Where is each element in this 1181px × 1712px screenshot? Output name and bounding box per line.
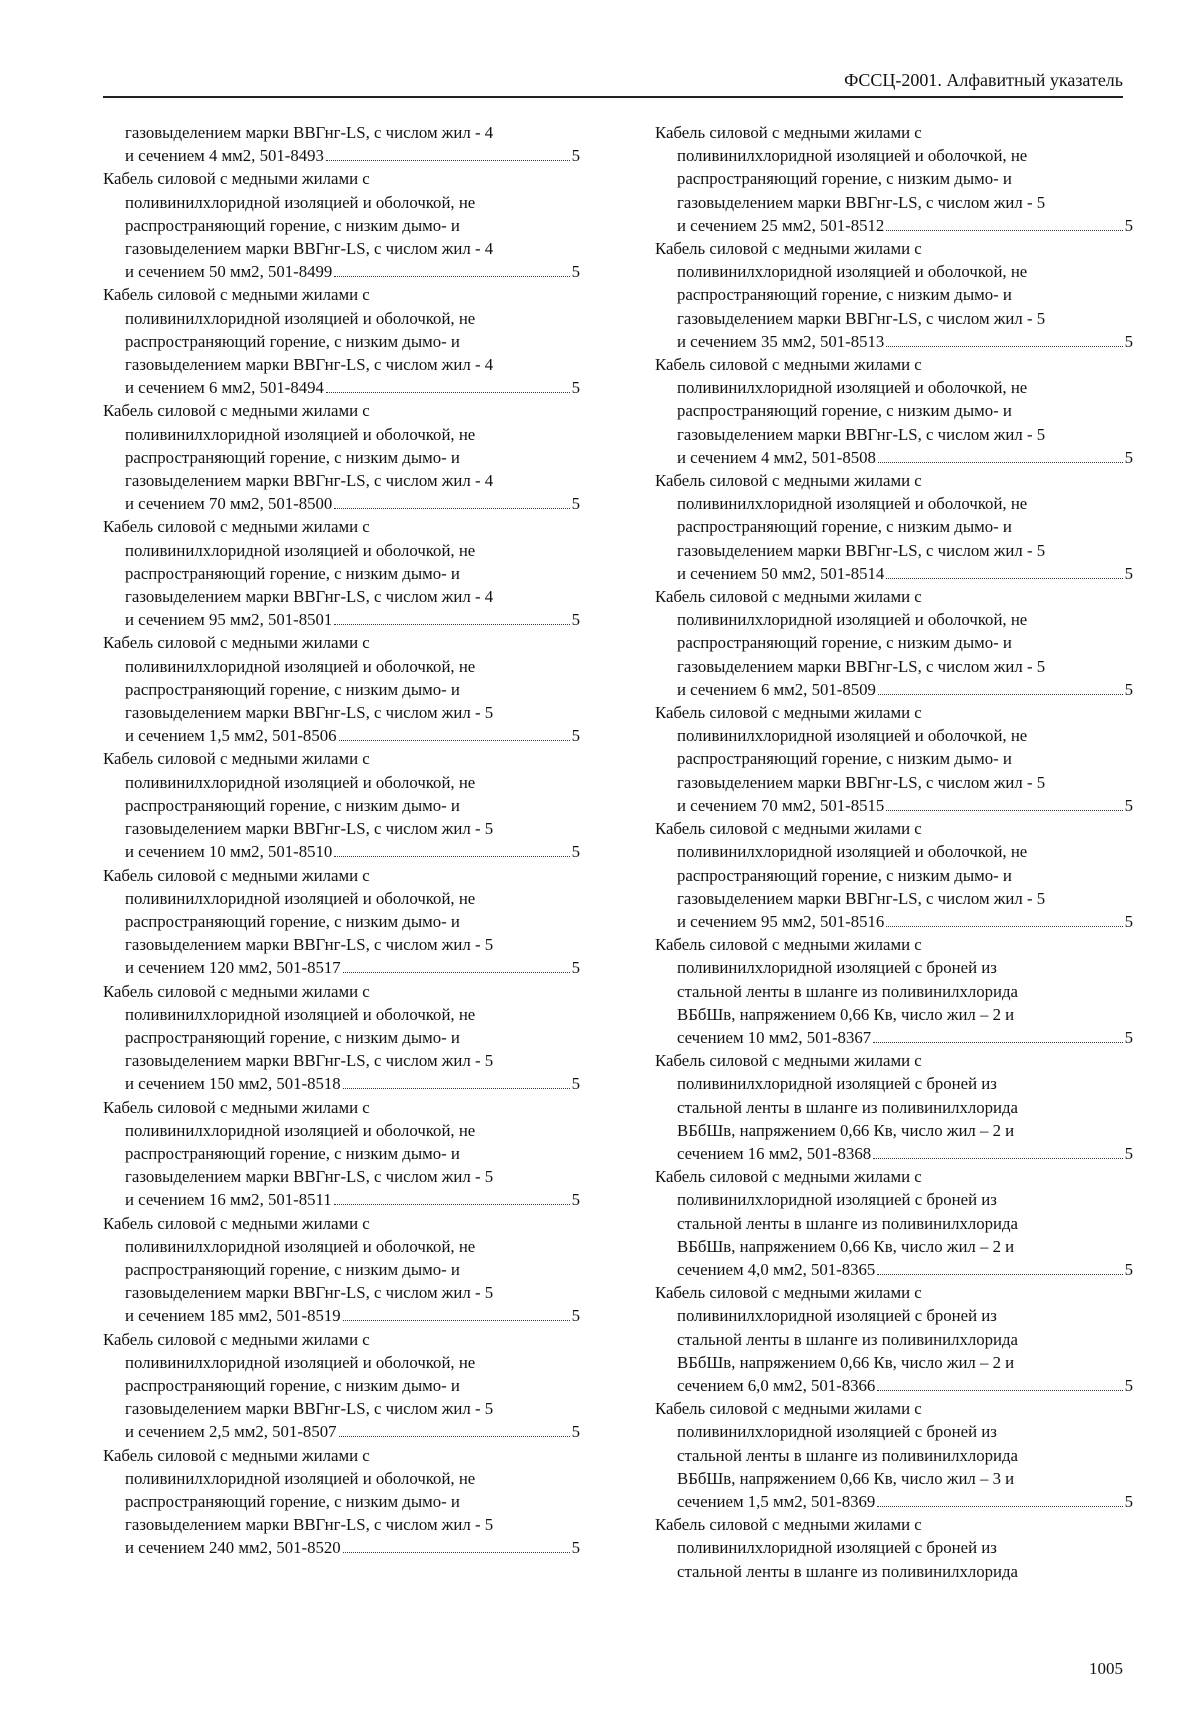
entry-reference-line xyxy=(655,1258,1133,1281)
index-entry xyxy=(103,283,580,399)
entry-reference-line xyxy=(103,492,580,515)
entry-line: Кабель силовой с медными жилами с xyxy=(103,865,370,885)
entry-page-number: 5 xyxy=(1124,331,1133,351)
running-header xyxy=(103,68,1123,98)
entry-line: газовыделением марки ВВГнг-LS, с числом жил - 5 xyxy=(677,888,1046,908)
entry-line: распространяющий горение, с низким дымо- и xyxy=(125,215,460,235)
dot-leader xyxy=(886,216,1122,230)
dot-leader xyxy=(339,727,570,741)
entry-line: стальной ленты в шланге из поливинилхлорида xyxy=(677,1097,1018,1117)
page-number: 1005 xyxy=(1089,1659,1123,1678)
entry-page-number: 5 xyxy=(1124,1143,1133,1163)
entry-line: ВБбШв, напряжением 0,66 Кв, число жил – 3 и xyxy=(677,1468,1015,1488)
entry-reference: и сечением 1,5 мм2, 501-8506 xyxy=(125,726,337,746)
entry-line: распространяющий горение, с низким дымо- и xyxy=(677,633,1012,653)
entry-line: стальной ленты в шланге из поливинилхлорида xyxy=(677,1445,1018,1465)
entry-reference-line xyxy=(655,1026,1133,1049)
entry-reference: и сечением 50 мм2, 501-8514 xyxy=(677,563,885,583)
index-entry xyxy=(103,515,580,631)
entry-line: Кабель силовой с медными жилами с xyxy=(655,355,922,375)
entry-page-number: 5 xyxy=(571,494,580,514)
entry-line: поливинилхлоридной изоляцией и оболочкой, не xyxy=(125,540,476,560)
entry-page-number: 5 xyxy=(1124,563,1133,583)
index-entry xyxy=(103,747,580,863)
entry-line: распространяющий горение, с низким дымо- и xyxy=(677,865,1012,885)
entry-line: распространяющий горение, с низким дымо- и xyxy=(125,331,460,351)
entry-reference-line xyxy=(103,840,580,863)
entry-line: поливинилхлоридной изоляцией с броней из xyxy=(677,1190,997,1210)
entry-line: Кабель силовой с медными жилами с xyxy=(655,819,922,839)
dot-leader xyxy=(334,1191,570,1205)
index-entry xyxy=(655,701,1133,817)
entry-reference: и сечением 4 мм2, 501-8508 xyxy=(677,447,876,467)
entry-line: газовыделением марки ВВГнг-LS, с числом жил - 4 xyxy=(125,471,494,491)
entry-line: поливинилхлоридной изоляцией и оболочкой, не xyxy=(125,308,476,328)
entry-page-number: 5 xyxy=(1124,911,1133,931)
entry-line: поливинилхлоридной изоляцией и оболочкой, не xyxy=(677,494,1028,514)
entry-line: газовыделением марки ВВГнг-LS, с числом жил - 5 xyxy=(677,656,1046,676)
entry-reference-line xyxy=(103,608,580,631)
dot-leader xyxy=(334,263,569,277)
entry-line: поливинилхлоридной изоляцией и оболочкой, не xyxy=(677,610,1028,630)
entry-line: Кабель силовой с медными жилами с xyxy=(103,517,370,537)
entry-reference: сечением 4,0 мм2, 501-8365 xyxy=(677,1259,876,1279)
entry-line: поливинилхлоридной изоляцией и оболочкой, не xyxy=(125,424,476,444)
dot-leader xyxy=(326,147,570,161)
dot-leader xyxy=(873,1028,1122,1042)
entry-line: Кабель силовой с медными жилами с xyxy=(655,935,922,955)
index-entry xyxy=(103,980,580,1096)
entry-line: ВБбШв, напряжением 0,66 Кв, число жил – 2 и xyxy=(677,1236,1015,1256)
entry-reference: и сечением 10 мм2, 501-8510 xyxy=(125,842,333,862)
entry-line: Кабель силовой с медными жилами с xyxy=(103,1445,370,1465)
index-entry xyxy=(655,237,1133,353)
entry-line: Кабель силовой с медными жилами с xyxy=(103,981,370,1001)
entry-line: распространяющий горение, с низким дымо- и xyxy=(125,563,460,583)
entry-reference: и сечением 70 мм2, 501-8515 xyxy=(677,795,885,815)
entry-reference: сечением 1,5 мм2, 501-8369 xyxy=(677,1491,876,1511)
entry-line: газовыделением марки ВВГнг-LS, с числом жил - 5 xyxy=(677,192,1046,212)
entry-line: Кабель силовой с медными жилами с xyxy=(103,401,370,421)
entry-line: распространяющий горение, с низким дымо- и xyxy=(125,1143,460,1163)
entry-reference-line xyxy=(655,214,1133,237)
entry-reference-line xyxy=(103,956,580,979)
index-column-left xyxy=(103,121,580,1560)
entry-line: поливинилхлоридной изоляцией с броней из xyxy=(677,1074,997,1094)
index-column-right xyxy=(655,121,1133,1583)
entry-reference-line xyxy=(103,376,580,399)
entry-line: стальной ленты в шланге из поливинилхлорида xyxy=(677,1329,1018,1349)
entry-line: Кабель силовой с медными жилами с xyxy=(655,1399,922,1419)
index-entry xyxy=(655,933,1133,1049)
dot-leader xyxy=(877,1261,1122,1275)
entry-line: газовыделением марки ВВГнг-LS, с числом жил - 5 xyxy=(125,819,494,839)
index-entry xyxy=(103,1212,580,1328)
entry-reference-line xyxy=(655,910,1133,933)
entry-line: газовыделением марки ВВГнг-LS, с числом жил - 5 xyxy=(125,1515,494,1535)
entry-line: ВБбШв, напряжением 0,66 Кв, число жил – 2 и xyxy=(677,1352,1015,1372)
entry-line: Кабель силовой с медными жилами с xyxy=(103,285,370,305)
entry-line: поливинилхлоридной изоляцией с броней из xyxy=(677,1306,997,1326)
entry-line: поливинилхлоридной изоляцией и оболочкой, не xyxy=(125,1352,476,1372)
entry-page-number: 5 xyxy=(571,1306,580,1326)
entry-reference-line xyxy=(655,446,1133,469)
entry-line: газовыделением марки ВВГнг-LS, с числом жил - 5 xyxy=(677,424,1046,444)
entry-reference-line xyxy=(655,678,1133,701)
entry-reference-line xyxy=(103,260,580,283)
index-entry xyxy=(655,585,1133,701)
entry-line: распространяющий горение, с низким дымо- и xyxy=(125,1259,460,1279)
dot-leader xyxy=(886,332,1122,346)
entry-reference: и сечением 16 мм2, 501-8511 xyxy=(125,1190,332,1210)
entry-reference: и сечением 95 мм2, 501-8516 xyxy=(677,911,885,931)
entry-reference-line xyxy=(103,144,580,167)
dot-leader xyxy=(886,912,1122,926)
entry-page-number: 5 xyxy=(571,378,580,398)
entry-reference: и сечением 95 мм2, 501-8501 xyxy=(125,610,333,630)
entry-line: поливинилхлоридной изоляцией с броней из xyxy=(677,1422,997,1442)
dot-leader xyxy=(877,1493,1122,1507)
dot-leader xyxy=(326,379,570,393)
entry-line: Кабель силовой с медными жилами с xyxy=(103,633,370,653)
entry-page-number: 5 xyxy=(1124,1027,1133,1047)
entry-line: Кабель силовой с медными жилами с xyxy=(655,587,922,607)
index-entry xyxy=(103,399,580,515)
entry-page-number: 5 xyxy=(571,262,580,282)
entry-page-number: 5 xyxy=(1124,679,1133,699)
dot-leader xyxy=(886,564,1122,578)
index-entry xyxy=(655,1281,1133,1397)
entry-line: распространяющий горение, с низким дымо- и xyxy=(677,401,1012,421)
entry-line: Кабель силовой с медными жилами с xyxy=(655,239,922,259)
entry-line: распространяющий горение, с низким дымо- и xyxy=(677,749,1012,769)
entry-page-number: 5 xyxy=(1124,1375,1133,1395)
entry-line: поливинилхлоридной изоляцией и оболочкой, не xyxy=(677,146,1028,166)
entry-reference: и сечением 35 мм2, 501-8513 xyxy=(677,331,885,351)
entry-line: Кабель силовой с медными жилами с xyxy=(655,471,922,491)
entry-line: газовыделением марки ВВГнг-LS, с числом жил - 4 xyxy=(125,587,494,607)
entry-reference-line xyxy=(103,1304,580,1327)
index-entry xyxy=(103,1096,580,1212)
dot-leader xyxy=(334,843,569,857)
entry-line: газовыделением марки ВВГнг-LS, с числом жил - 5 xyxy=(677,772,1046,792)
dot-leader xyxy=(878,680,1123,694)
entry-reference-line xyxy=(655,562,1133,585)
entry-line: Кабель силовой с медными жилами с xyxy=(103,1329,370,1349)
entry-page-number: 5 xyxy=(1124,215,1133,235)
entry-reference: и сечением 70 мм2, 501-8500 xyxy=(125,494,333,514)
entry-line: стальной ленты в шланге из поливинилхлорида xyxy=(677,1213,1018,1233)
entry-line: поливинилхлоридной изоляцией и оболочкой, не xyxy=(125,888,476,908)
entry-line: Кабель силовой с медными жилами с xyxy=(103,1213,370,1233)
index-entry xyxy=(103,1328,580,1444)
entry-page-number: 5 xyxy=(1124,1259,1133,1279)
index-entry xyxy=(103,864,580,980)
entry-reference: и сечением 6 мм2, 501-8494 xyxy=(125,378,324,398)
entry-reference-line xyxy=(103,1536,580,1559)
entry-page-number: 5 xyxy=(571,146,580,166)
entry-line: газовыделением марки ВВГнг-LS, с числом жил - 5 xyxy=(125,1283,494,1303)
entry-page-number: 5 xyxy=(571,1538,580,1558)
entry-reference: и сечением 4 мм2, 501-8493 xyxy=(125,146,324,166)
entry-line: газовыделением марки ВВГнг-LS, с числом жил - 5 xyxy=(125,703,494,723)
entry-line: Кабель силовой с медными жилами с xyxy=(655,703,922,723)
entry-line: распространяющий горение, с низким дымо- и xyxy=(677,517,1012,537)
entry-reference: и сечением 50 мм2, 501-8499 xyxy=(125,262,333,282)
entry-line: поливинилхлоридной изоляцией и оболочкой, не xyxy=(125,1236,476,1256)
entry-reference: и сечением 185 мм2, 501-8519 xyxy=(125,1306,341,1326)
entry-page-number: 5 xyxy=(1124,447,1133,467)
entry-reference: и сечением 2,5 мм2, 501-8507 xyxy=(125,1422,337,1442)
entry-line: газовыделением марки ВВГнг-LS, с числом жил - 5 xyxy=(677,540,1046,560)
entry-reference: и сечением 25 мм2, 501-8512 xyxy=(677,215,885,235)
entry-line: газовыделением марки ВВГнг-LS, с числом жил - 4 xyxy=(125,123,494,142)
entry-line: газовыделением марки ВВГнг-LS, с числом жил - 5 xyxy=(125,1399,494,1419)
entry-page-number: 5 xyxy=(571,1190,580,1210)
entry-line: поливинилхлоридной изоляцией и оболочкой, не xyxy=(125,192,476,212)
entry-line: стальной ленты в шланге из поливинилхлорида xyxy=(677,981,1018,1001)
entry-page-number: 5 xyxy=(571,1074,580,1094)
entry-line: поливинилхлоридной изоляцией и оболочкой, не xyxy=(677,726,1028,746)
dot-leader xyxy=(877,1377,1122,1391)
dot-leader xyxy=(873,1145,1122,1159)
dot-leader xyxy=(343,1539,570,1553)
entry-line: распространяющий горение, с низким дымо- и xyxy=(125,679,460,699)
entry-line: распространяющий горение, с низким дымо- и xyxy=(677,169,1012,189)
entry-line: Кабель силовой с медными жилами с xyxy=(655,1051,922,1071)
index-entry xyxy=(655,1513,1133,1583)
entry-reference: и сечением 120 мм2, 501-8517 xyxy=(125,958,341,978)
entry-line: распространяющий горение, с низким дымо- и xyxy=(125,911,460,931)
entry-page-number: 5 xyxy=(571,1422,580,1442)
entry-line: газовыделением марки ВВГнг-LS, с числом жил - 4 xyxy=(125,355,494,375)
dot-leader xyxy=(339,1423,570,1437)
index-entry xyxy=(103,167,580,283)
index-entry xyxy=(655,121,1133,237)
entry-page-number: 5 xyxy=(1124,1491,1133,1511)
entry-reference: и сечением 6 мм2, 501-8509 xyxy=(677,679,876,699)
entry-line: поливинилхлоридной изоляцией и оболочкой, не xyxy=(125,1468,476,1488)
index-entry xyxy=(103,1444,580,1560)
entry-line: ВБбШв, напряжением 0,66 Кв, число жил – 2 и xyxy=(677,1004,1015,1024)
entry-line: газовыделением марки ВВГнг-LS, с числом жил - 5 xyxy=(125,935,494,955)
index-entry xyxy=(655,817,1133,933)
dot-leader xyxy=(334,495,569,509)
index-entry xyxy=(655,1397,1133,1513)
entry-line: распространяющий горение, с низким дымо- и xyxy=(125,795,460,815)
entry-reference-line xyxy=(103,1420,580,1443)
entry-line: поливинилхлоридной изоляцией и оболочкой, не xyxy=(677,262,1028,282)
entry-line: газовыделением марки ВВГнг-LS, с числом жил - 5 xyxy=(125,1167,494,1187)
entry-reference-line xyxy=(655,330,1133,353)
entry-reference-line xyxy=(103,1188,580,1211)
entry-line: поливинилхлоридной изоляцией и оболочкой, не xyxy=(677,842,1028,862)
dot-leader xyxy=(334,611,569,625)
entry-line: Кабель силовой с медными жилами с xyxy=(655,1515,922,1535)
entry-reference: и сечением 240 мм2, 501-8520 xyxy=(125,1538,341,1558)
entry-page-number: 5 xyxy=(1124,795,1133,815)
entry-reference-line xyxy=(655,794,1133,817)
index-entry xyxy=(103,121,580,167)
entry-line: Кабель силовой с медными жилами с xyxy=(655,1283,922,1303)
entry-line: Кабель силовой с медными жилами с xyxy=(103,169,370,189)
dot-leader xyxy=(886,796,1122,810)
entry-line: поливинилхлоридной изоляцией и оболочкой, не xyxy=(677,378,1028,398)
entry-line: Кабель силовой с медными жилами с xyxy=(655,123,922,142)
entry-page-number: 5 xyxy=(571,842,580,862)
dot-leader xyxy=(343,959,570,973)
entry-line: поливинилхлоридной изоляцией с броней из xyxy=(677,958,997,978)
entry-line: распространяющий горение, с низким дымо- и xyxy=(125,1375,460,1395)
entry-line: поливинилхлоридной изоляцией и оболочкой, не xyxy=(125,772,476,792)
header-title: ФССЦ-2001. Алфавитный указатель xyxy=(844,70,1123,90)
dot-leader xyxy=(343,1075,570,1089)
entry-line: газовыделением марки ВВГнг-LS, с числом жил - 4 xyxy=(125,239,494,259)
entry-reference: сечением 16 мм2, 501-8368 xyxy=(677,1143,872,1163)
entry-reference: сечением 6,0 мм2, 501-8366 xyxy=(677,1375,876,1395)
index-entry xyxy=(655,1049,1133,1165)
entry-reference-line xyxy=(655,1490,1133,1513)
entry-line: распространяющий горение, с низким дымо- и xyxy=(125,447,460,467)
entry-reference: сечением 10 мм2, 501-8367 xyxy=(677,1027,872,1047)
dot-leader xyxy=(343,1307,570,1321)
index-entry xyxy=(655,1165,1133,1281)
entry-reference-line xyxy=(103,724,580,747)
index-entry xyxy=(655,469,1133,585)
entry-line: поливинилхлоридной изоляцией и оболочкой, не xyxy=(125,1120,476,1140)
entry-reference-line xyxy=(655,1374,1133,1397)
entry-line: Кабель силовой с медными жилами с xyxy=(103,1097,370,1117)
entry-line: газовыделением марки ВВГнг-LS, с числом жил - 5 xyxy=(125,1051,494,1071)
entry-line: стальной ленты в шланге из поливинилхлорида xyxy=(677,1561,1018,1581)
entry-page-number: 5 xyxy=(571,726,580,746)
entry-line: поливинилхлоридной изоляцией и оболочкой, не xyxy=(125,656,476,676)
entry-line: распространяющий горение, с низким дымо- и xyxy=(125,1027,460,1047)
entry-line: Кабель силовой с медными жилами с xyxy=(655,1167,922,1187)
index-entry xyxy=(103,631,580,747)
entry-line: Кабель силовой с медными жилами с xyxy=(103,749,370,769)
entry-line: ВБбШв, напряжением 0,66 Кв, число жил – 2 и xyxy=(677,1120,1015,1140)
entry-reference: и сечением 150 мм2, 501-8518 xyxy=(125,1074,341,1094)
entry-line: поливинилхлоридной изоляцией и оболочкой, не xyxy=(125,1004,476,1024)
entry-reference-line xyxy=(103,1072,580,1095)
entry-line: распространяющий горение, с низким дымо- и xyxy=(677,285,1012,305)
entry-line: поливинилхлоридной изоляцией с броней из xyxy=(677,1538,997,1558)
entry-line: газовыделением марки ВВГнг-LS, с числом жил - 5 xyxy=(677,308,1046,328)
entry-page-number: 5 xyxy=(571,610,580,630)
dot-leader xyxy=(878,448,1123,462)
entry-line: распространяющий горение, с низким дымо- и xyxy=(125,1491,460,1511)
index-entry xyxy=(655,353,1133,469)
entry-page-number: 5 xyxy=(571,958,580,978)
entry-reference-line xyxy=(655,1142,1133,1165)
